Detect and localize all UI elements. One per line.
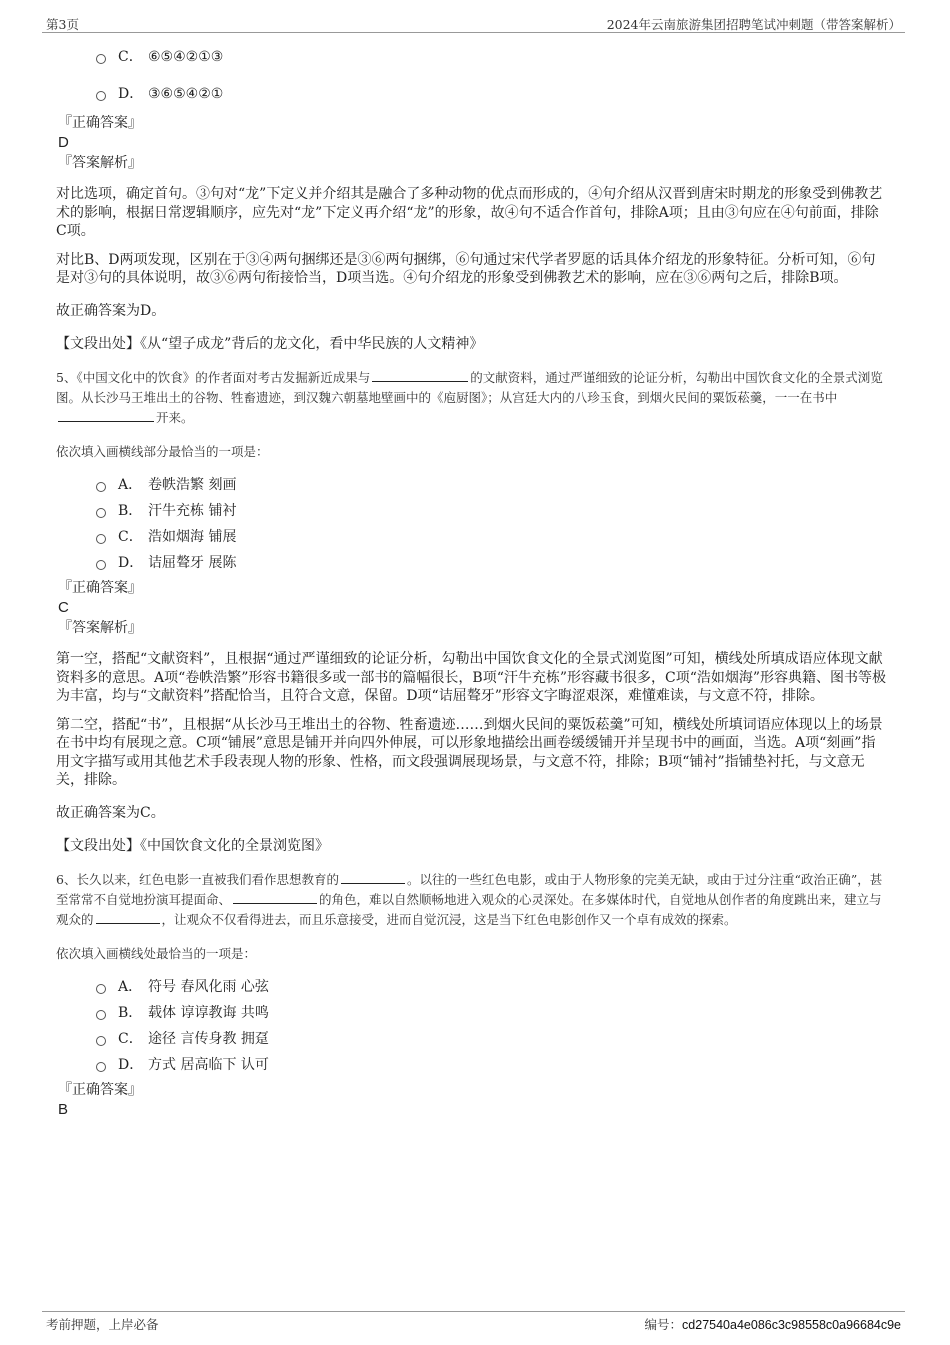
fill-blank	[341, 870, 405, 884]
question-prompt: 依次填入画横线处最恰当的一项是：	[56, 946, 257, 961]
radio-icon[interactable]	[96, 984, 106, 994]
passage-source: 【文段出处】《从“望子成龙”背后的龙文化，看中华民族的人文精神》	[56, 336, 484, 352]
analysis-paragraph: 对比B、D两项发现，区别在于③④两句捆绑还是③⑥两句捆绑，⑥句通过宋代学者罗愿的话具体介绍龙的形象特征。分析可知，⑥句是对③句的具体说明，故③⑥两句衔接恰当，D项当选。④句介绍龙的形象受到佛教艺术的影响，应在③⑥两句之后，排除B项。	[56, 251, 876, 286]
analysis-label: 『答案解析』	[58, 620, 142, 636]
q5-options	[56, 472, 888, 576]
answer-value: C	[58, 599, 69, 616]
passage-source: 【文段出处】《中国饮食文化的全景浏览图》	[56, 838, 329, 854]
page-number: 第3页	[46, 17, 79, 32]
analysis-paragraph: 对比选项，确定首句。③句对“龙”下定义并介绍其是融合了多种动物的优点而形成的，④句介绍从汉晋到唐宋时期龙的形象受到佛教艺术的影响，根据日常逻辑顺序，应先对“龙”下定义再介绍“龙”的形象，故④句不适合作首句，排除A项；且由③句应在④句前面，排除C项。	[56, 186, 883, 239]
analysis-conclusion: 故正确答案为C。	[56, 804, 165, 821]
radio-icon[interactable]	[96, 482, 106, 492]
radio-icon[interactable]	[96, 91, 106, 101]
q5-option-c[interactable]: C． 浩如烟海 铺展	[96, 524, 888, 550]
fill-blank	[58, 408, 154, 422]
fill-blank	[233, 890, 317, 904]
footer-slogan: 考前押题，上岸必备	[46, 1317, 159, 1332]
radio-icon[interactable]	[96, 1010, 106, 1020]
page-content	[56, 40, 888, 1120]
q4-options	[56, 44, 888, 107]
document-code: 编号：cd27540a4e086c3c98558c0a96684c9e	[644, 1317, 901, 1332]
analysis-conclusion: 故正确答案为D。	[56, 302, 166, 319]
document-title: 2024年云南旅游集团招聘笔试冲刺题（带答案解析）	[606, 17, 901, 32]
q6-options	[56, 974, 888, 1078]
analysis-label: 『答案解析』	[58, 155, 142, 171]
fill-blank	[96, 910, 160, 924]
answer-label: 『正确答案』	[58, 1082, 142, 1098]
radio-icon[interactable]	[96, 560, 106, 570]
q4-option-d[interactable]: D． ③⑥⑤④②①	[96, 81, 888, 107]
radio-icon[interactable]	[96, 54, 106, 64]
page-footer	[42, 1311, 905, 1334]
q6-option-a[interactable]: A． 符号 春风化雨 心弦	[96, 974, 888, 1000]
question-prompt: 依次填入画横线部分最恰当的一项是：	[56, 444, 269, 459]
answer-label: 『正确答案』	[58, 580, 142, 596]
q5-option-d[interactable]: D． 诘屈聱牙 展陈	[96, 550, 888, 576]
page-header	[42, 14, 905, 33]
radio-icon[interactable]	[96, 1036, 106, 1046]
answer-label: 『正确答案』	[58, 115, 142, 131]
radio-icon[interactable]	[96, 1062, 106, 1072]
q4-option-c[interactable]: C． ⑥⑤④②①③	[96, 44, 888, 70]
q5-option-a[interactable]: A． 卷帙浩繁 刻画	[96, 472, 888, 498]
question-stem: 6、长久以来，红色电影一直被我们看作思想教育的 。以往的一些红色电影，或由于人物形象的完美无缺，或由于过分注重“政治正确”，甚至常常不自觉地扮演耳提面命、 的角色，难以自然顺畅地进入观众的心灵深处。在多媒体时代，自觉地从创作者的角度跳出来，建立与观众的 ，让观众不仅看得进去，而且乐意接受，进而自觉沉浸，这是当下红色电影创作又一个卓有成效的探索。	[56, 872, 883, 927]
q6-option-d[interactable]: D． 方式 居高临下 认可	[96, 1052, 888, 1078]
q6-option-c[interactable]: C． 途径 言传身教 拥趸	[96, 1026, 888, 1052]
answer-value: B	[58, 1101, 69, 1118]
radio-icon[interactable]	[96, 534, 106, 544]
question-stem: 5、《中国文化中的饮食》的作者面对考古发掘新近成果与 的文献资料，通过严谨细致的论证分析，勾勒出中国饮食文化的全景式浏览图。从长沙马王堆出土的谷物、牲畜遗迹，到汉魏六朝墓地壁画中的《庖厨图》；从宫廷大内的八珍玉食，到烟火民间的粟饭菘羹，一一在书中开来。	[56, 370, 883, 425]
radio-icon[interactable]	[96, 508, 106, 518]
answer-value: D	[58, 134, 69, 151]
q6-option-b[interactable]: B． 载体 谆谆教诲 共鸣	[96, 1000, 888, 1026]
analysis-paragraph: 第二空，搭配“书”，且根据“从长沙马王堆出土的谷物、牲畜遗迹……到烟火民间的粟饭菘羹”可知，横线处所填词语应体现以上的场景在书中均有展现之意。C项“铺展”意思是铺开并向四外伸展，可以形象地描绘出画卷缓缓铺开并呈现书中的画面，当选。A项“刻画”指用文字描写或用其他艺术手段表现人物的形象、性格，而文段强调展现场景，与文意不符，排除；B项“铺衬”指铺垫衬托，与文意无关，排除。	[56, 716, 883, 788]
q5-option-b[interactable]: B． 汗牛充栋 铺衬	[96, 498, 888, 524]
analysis-paragraph: 第一空，搭配“文献资料”，且根据“通过严谨细致的论证分析，勾勒出中国饮食文化的全景式浏览图”可知，横线处所填成语应体现文献资料多的意思。A项“卷帙浩繁”形容书籍很多或一部书的篇幅很长，B项“汗牛充栋”形容藏书很多，C项“浩如烟海”形容典籍、图书等极为丰富，均与“文献资料”搭配恰当，且符合文意，保留。D项“诘屈聱牙”形容文字晦涩艰深，难懂难读，与文意不符，排除。	[56, 651, 887, 704]
fill-blank	[372, 368, 468, 382]
